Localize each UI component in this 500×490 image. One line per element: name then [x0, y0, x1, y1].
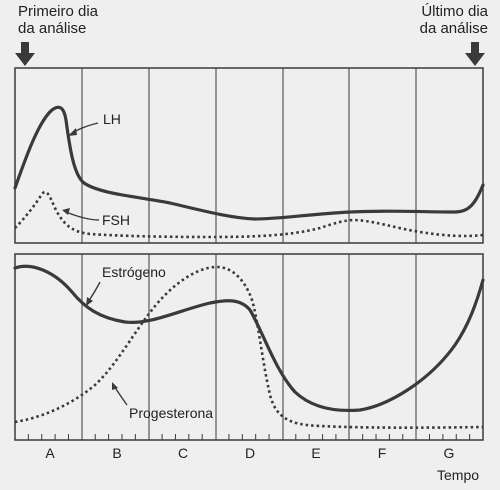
bottom-panel-frame	[15, 254, 483, 440]
lh-label: LH	[103, 111, 121, 127]
last-day-line1: Último dia	[421, 3, 488, 20]
first-day-line2: da análise	[18, 20, 87, 37]
phase-label-e: E	[311, 445, 321, 461]
last-day-line2: da análise	[419, 20, 488, 37]
fsh-curve	[15, 192, 483, 237]
last-day-arrow-icon	[465, 42, 485, 66]
time-axis-label: Tempo	[437, 467, 480, 483]
phase-label-a: A	[45, 445, 55, 461]
phase-label-d: D	[244, 445, 256, 461]
first-day-line1: Primeiro dia	[18, 3, 99, 20]
estrogen-curve	[15, 266, 483, 410]
first-day-arrow-icon	[15, 42, 35, 66]
fsh-label: FSH	[102, 212, 130, 228]
lh-curve	[15, 107, 483, 219]
phase-label-f: F	[377, 445, 387, 461]
phase-label-g: G	[443, 445, 455, 461]
phase-label-b: B	[112, 445, 122, 461]
phase-label-c: C	[177, 445, 189, 461]
top-panel-frame	[15, 68, 483, 243]
progesterone-curve	[15, 267, 483, 428]
progesterone-label: Progesterona	[129, 405, 214, 421]
time-ticks	[28, 434, 469, 440]
estrogen-label: Estrógeno	[102, 264, 166, 280]
